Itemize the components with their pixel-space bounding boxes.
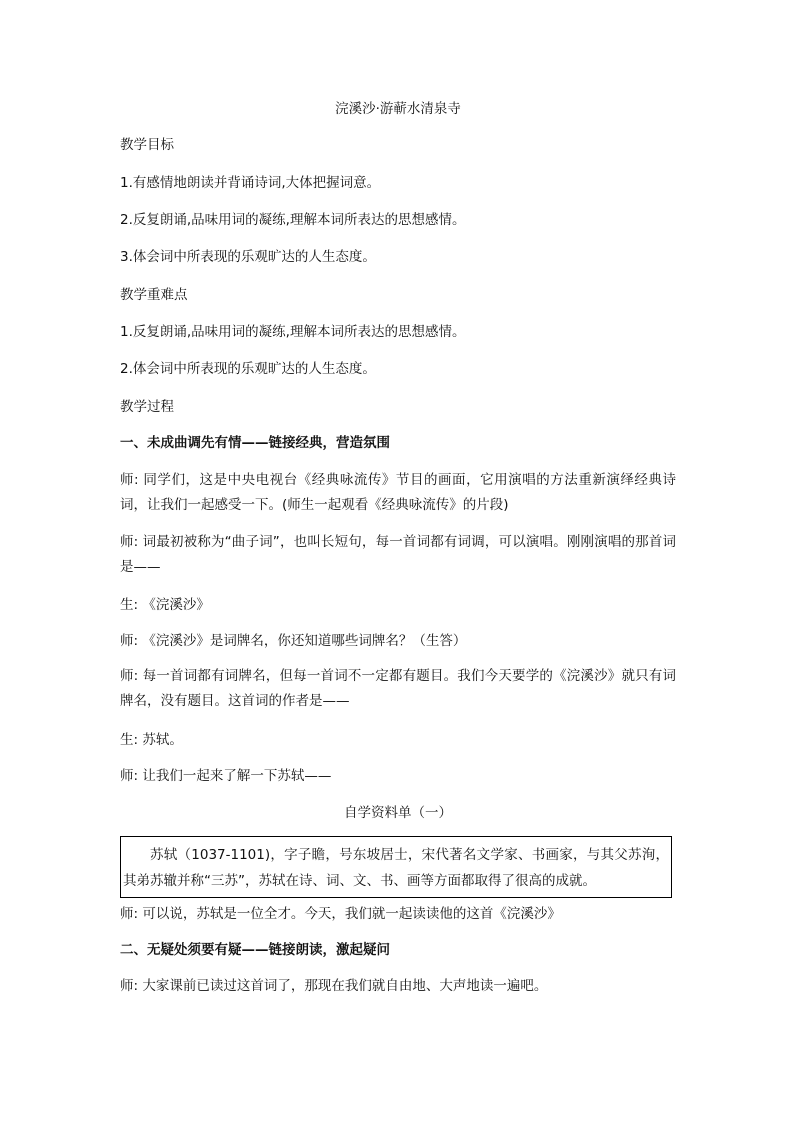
- dialogue-paragraph: 师: 让我们一起来了解一下苏轼——: [120, 768, 332, 784]
- goal-item: 2.反复朗诵,品味用词的凝练,理解本词所表达的思想感情。: [120, 212, 466, 228]
- material-title: 自学资料单（一）: [344, 805, 452, 821]
- doc-title: 浣溪沙·游蕲水清泉寺: [335, 101, 461, 117]
- dialogue-paragraph: 师: 同学们，这是中央电视台《经典咏流传》节目的画面，它用演唱的方法重新演绎经典诗词，让我们一起感受一下。(师生一起观看《经典咏流传》的片段): [120, 472, 676, 513]
- dialogue-paragraph: 师: 可以说，苏轼是一位全才。今天，我们就一起读读他的这首《浣溪沙》: [120, 906, 561, 922]
- dialogue-paragraph: 生: 《浣溪沙》: [120, 597, 210, 613]
- dialogue-paragraph: 生: 苏轼。: [120, 732, 183, 748]
- dialogue-paragraph: 师: 大家课前已读过这首词了，那现在我们就自由地、大声地读一遍吧。: [120, 978, 548, 994]
- keypoint-item: 2.体会词中所表现的乐观旷达的人生态度。: [120, 361, 376, 377]
- dialogue-paragraph: 师: 词最初被称为“曲子词”，也叫长短句，每一首词都有词调，可以演唱。刚刚演唱的那首词是——: [120, 534, 676, 575]
- section-heading-process: 教学过程: [120, 399, 174, 415]
- material-box: 苏轼（1037-1101)，字子瞻，号东坡居士，宋代著名文学家、书画家，与其父苏洵，其弟苏辙并称“三苏”，苏轼在诗、词、文、书、画等方面都取得了很高的成就。: [120, 836, 672, 898]
- goal-item: 3.体会词中所表现的乐观旷达的人生态度。: [120, 249, 376, 265]
- part1-heading: 一、未成曲调先有情——链接经典，营造氛围: [120, 435, 390, 451]
- keypoint-item: 1.反复朗诵,品味用词的凝练,理解本词所表达的思想感情。: [120, 324, 466, 340]
- goal-item: 1.有感情地朗读并背诵诗词,大体把握词意。: [120, 175, 381, 191]
- section-heading-keypoints: 教学重难点: [120, 287, 188, 303]
- part2-heading: 二、无疑处须要有疑——链接朗读，激起疑问: [120, 942, 390, 958]
- dialogue-paragraph: 师: 每一首词都有词牌名，但每一首词不一定都有题目。我们今天要学的《浣溪沙》就只有词牌名，没有题目。这首词的作者是——: [120, 668, 676, 709]
- dialogue-paragraph: 师: 《浣溪沙》是词牌名，你还知道哪些词牌名？（生答）: [120, 633, 467, 649]
- section-heading-goals: 教学目标: [120, 137, 174, 153]
